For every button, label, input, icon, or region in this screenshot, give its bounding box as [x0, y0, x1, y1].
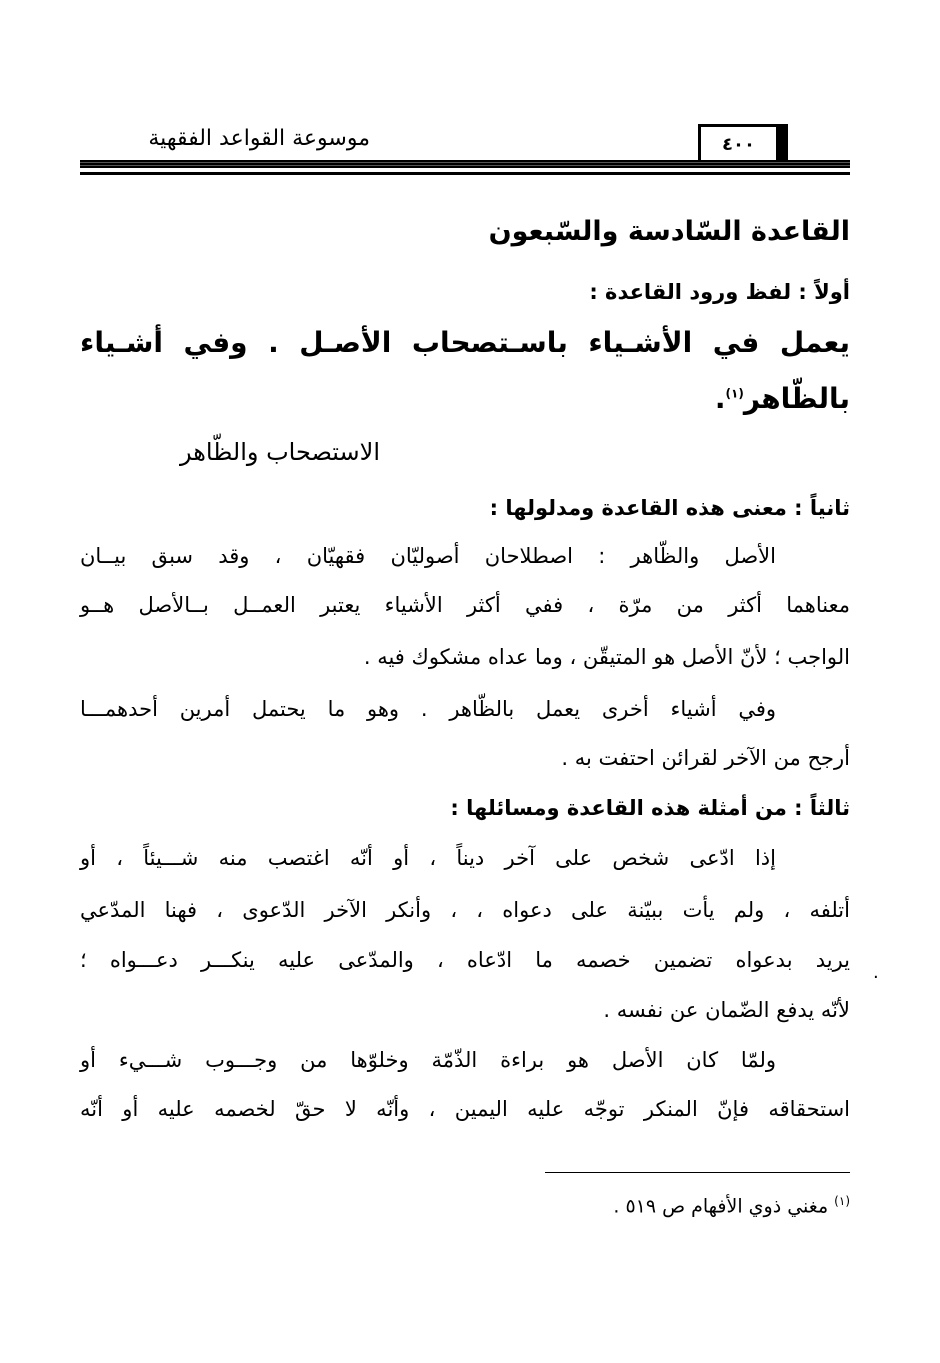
paragraph-line: إذا ادّعى شخص على آخر ديناً ، أو أنّه اغتصب منه شـــيئاً ، أو — [80, 846, 776, 870]
footnote-ref-marker: (١) — [725, 386, 744, 401]
footnote-number: (١) — [834, 1194, 850, 1208]
section-3-title: ثالثاً : من أمثلة هذه القاعدة ومسائلها : — [450, 796, 850, 820]
page-number-box — [698, 124, 788, 164]
running-title: موسوعة القواعد الفقهية — [148, 126, 370, 151]
paragraph-line: أرجح من الآخر لقرائن احتفت به . — [561, 746, 850, 770]
header-thin-rule — [80, 172, 850, 175]
paragraph-line: ولمّا كان الأصل هو براءة الذّمّة وخلوّها من وجـــوب شـــيء أو — [80, 1048, 776, 1072]
section-1-title: أولاً : لفظ ورود القاعدة : — [589, 280, 850, 304]
footnote-separator — [545, 1172, 850, 1173]
paragraph-line: الواجب ؛ لأنّ الأصل هو المتيقّن ، وما عداه مشكوك فيه . — [363, 645, 850, 669]
rule-text-end: . — [714, 382, 726, 415]
header-thick-rule — [80, 160, 850, 168]
page-number: ٤٠٠ — [722, 133, 755, 155]
paragraph-line: معناهما أكثر من مرّة ، ففي أكثر الأشياء يعتبر العمــل بــالأصل هــو — [80, 593, 850, 617]
footnote — [80, 1194, 850, 1217]
paragraph-line: لأنّه يدفع الضّمان عن نفسه . — [603, 998, 850, 1022]
footnote-text: مغني ذوي الأفهام ص ٥١٩ . — [613, 1195, 829, 1218]
rule-text-line-1: يعمل في الأشـياء باسـتصحاب الأصـل . وفي أشـياء — [80, 326, 850, 359]
rule-text-line-2 — [80, 382, 850, 415]
paragraph-line: استحقاقه فإنّ المنكر توجّه عليه اليمين ، وأنّه لا حقّ لخصمه عليه أو أنّه — [80, 1097, 850, 1121]
paragraph-line: يريد بدعواه تضمين خصمه ما ادّعاه ، والمدّعى عليه ينكـــر دعـــواه ؛ — [80, 948, 850, 972]
paragraph-line: وفي أشياء أخرى يعمل بالظّاهر . وهو ما يحتمل أمرين أحدهمـــا — [80, 697, 776, 721]
margin-dot: . — [873, 962, 879, 983]
rule-heading: القاعدة السّادسة والسّبعون — [488, 216, 850, 247]
rule-text-word: بالظّاهر — [743, 382, 850, 415]
paragraph-line: أتلفه ، ولم يأت ببيّنة على دعواه ، ، وأنكر الآخر الدّعوى ، فهنا المدّعي — [80, 898, 850, 922]
page-header — [80, 118, 850, 180]
section-2-title: ثانياً : معنى هذه القاعدة ومدلولها : — [489, 496, 850, 520]
subtitle: الاستصحاب والظّاهر — [179, 438, 380, 466]
paragraph-line: الأصل والظّاهر : اصطلاحان أصوليّان فقهيّان ، وقد سبق بيــان — [80, 544, 776, 568]
